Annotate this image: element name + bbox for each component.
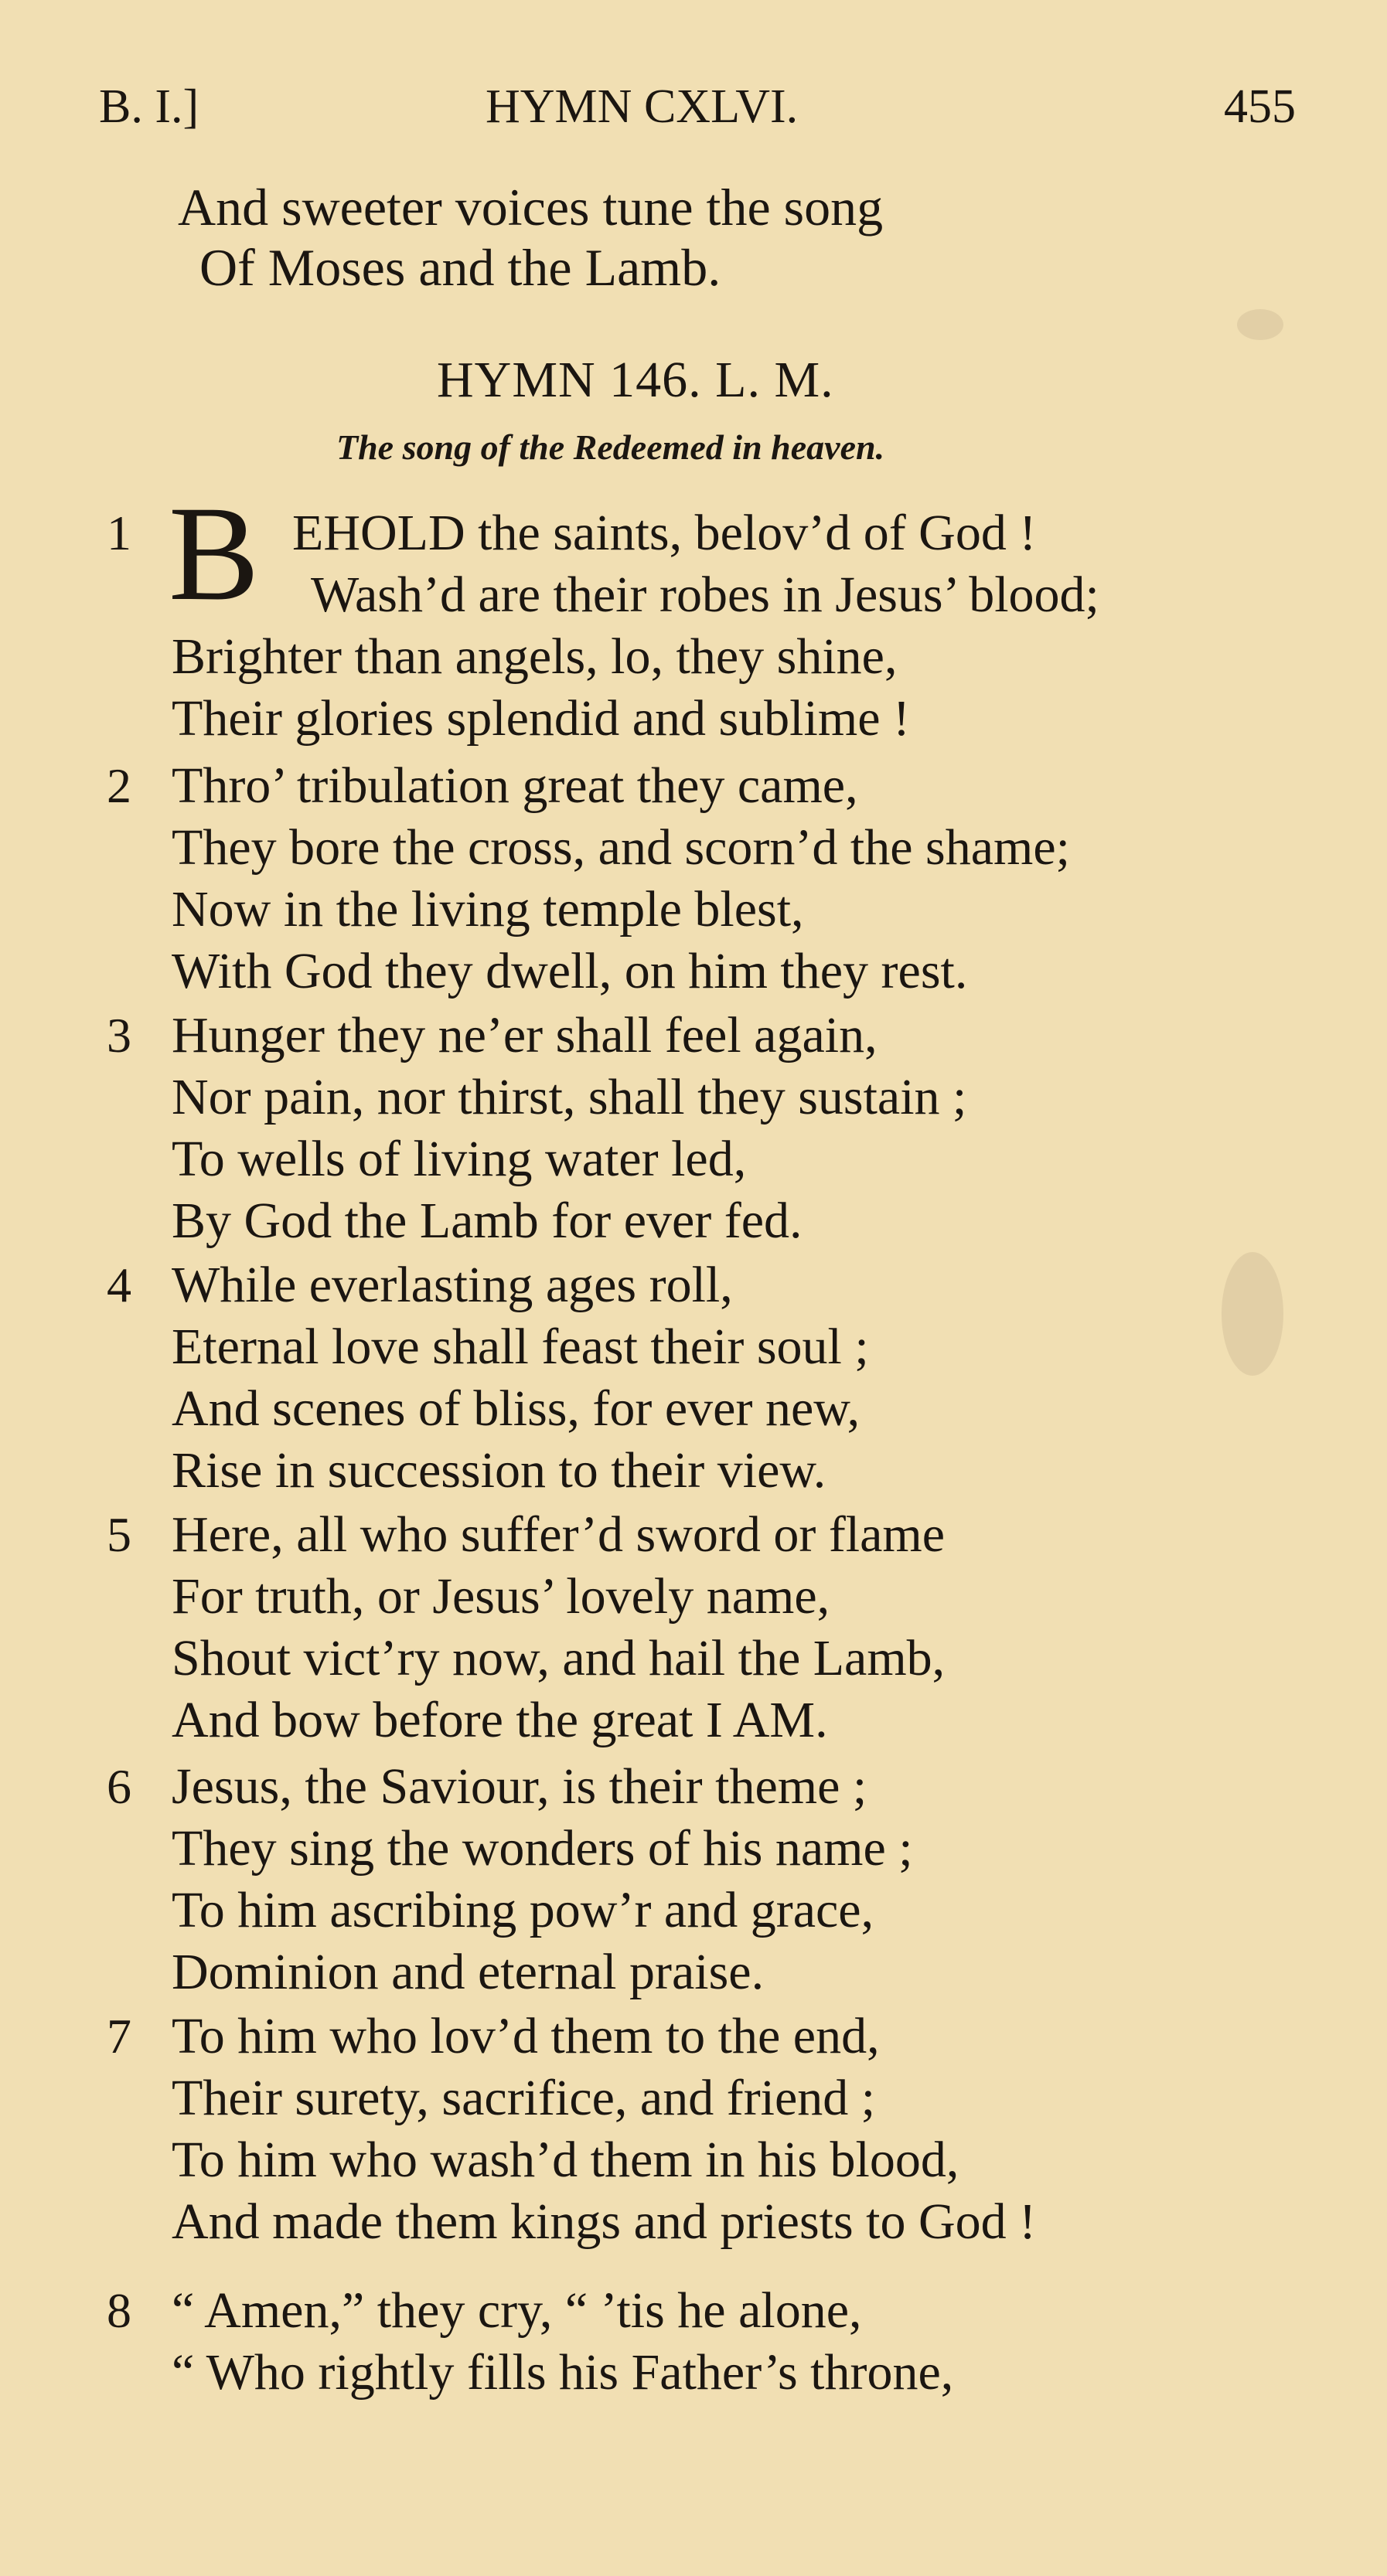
carryover-line: And sweeter voices tune the song	[178, 178, 884, 237]
hymn-title: HYMN 146. L. M.	[437, 352, 834, 408]
verse-line: And scenes of bliss, for ever new,	[172, 1380, 860, 1437]
verse-line: “ Who rightly fills his Father’s throne,	[172, 2344, 954, 2401]
paper-stain	[1222, 1252, 1283, 1376]
verse-line: Nor pain, nor thirst, shall they sustain ;	[172, 1069, 967, 1125]
stanza-number: 1	[107, 505, 131, 560]
stanza-number: 8	[107, 2283, 131, 2338]
verse-line: To wells of living water led,	[172, 1131, 747, 1187]
verse-line: And made them kings and priests to God !	[172, 2193, 1037, 2250]
carryover-line: Of Moses and the Lamb.	[199, 238, 721, 297]
verse-line: Rise in succession to their view.	[172, 1442, 826, 1499]
verse-line: EHOLD the saints, belov’d of God !	[292, 505, 1037, 561]
drop-cap: B	[169, 478, 260, 629]
verse-line: To him who lov’d them to the end,	[172, 2008, 880, 2064]
verse-line: Eternal love shall feast their soul ;	[172, 1319, 869, 1375]
verse-line: Shout vict’ry now, and hail the Lamb,	[172, 1630, 946, 1686]
header-title: HYMN CXLVI.	[486, 80, 799, 133]
verse-line: To him ascribing pow’r and grace,	[172, 1882, 874, 1938]
verse-line: They bore the cross, and scorn’d the shame;	[172, 819, 1070, 876]
stanza-number: 4	[107, 1257, 131, 1312]
stanza-number: 5	[107, 1507, 131, 1562]
verse-line: Hunger they ne’er shall feel again,	[172, 1007, 878, 1063]
verse-line: With God they dwell, on him they rest.	[172, 943, 968, 999]
verse-line: To him who wash’d them in his blood,	[172, 2132, 959, 2188]
hymn-subtitle: The song of the Redeemed in heaven.	[336, 427, 885, 467]
verse-line: Here, all who suffer’d sword or flame	[172, 1506, 946, 1563]
verse-line: And bow before the great I AM.	[172, 1692, 828, 1748]
stanza-number: 6	[107, 1759, 131, 1814]
verse-line: For truth, or Jesus’ lovely name,	[172, 1568, 830, 1625]
page-number: 455	[1224, 80, 1296, 133]
verse-line: They sing the wonders of his name ;	[172, 1820, 913, 1877]
verse-line: Thro’ tribulation great they came,	[172, 757, 858, 814]
verse-line: Jesus, the Saviour, is their theme ;	[172, 1758, 867, 1815]
section-marker: B. I.]	[99, 80, 199, 133]
verse-line: Their glories splendid and sublime !	[172, 690, 910, 747]
verse-line: By God the Lamb for ever fed.	[172, 1193, 803, 1249]
running-header	[0, 76, 1387, 138]
verse-line: While everlasting ages roll,	[172, 1257, 733, 1313]
verse-line: Now in the living temple blest,	[172, 881, 804, 938]
stanza-number: 3	[107, 1008, 131, 1063]
verse-line: Dominion and eternal praise.	[172, 1944, 765, 2000]
verse-line: “ Amen,” they cry, “ ’tis he alone,	[172, 2282, 862, 2339]
stanza-number: 7	[107, 2009, 131, 2064]
verse-line: Wash’d are their robes in Jesus’ blood;	[311, 567, 1099, 623]
verse-line: Brighter than angels, lo, they shine,	[172, 628, 898, 685]
paper-stain	[1237, 309, 1283, 340]
verse-line: Their surety, sacrifice, and friend ;	[172, 2070, 876, 2126]
stanza-number: 2	[107, 758, 131, 813]
